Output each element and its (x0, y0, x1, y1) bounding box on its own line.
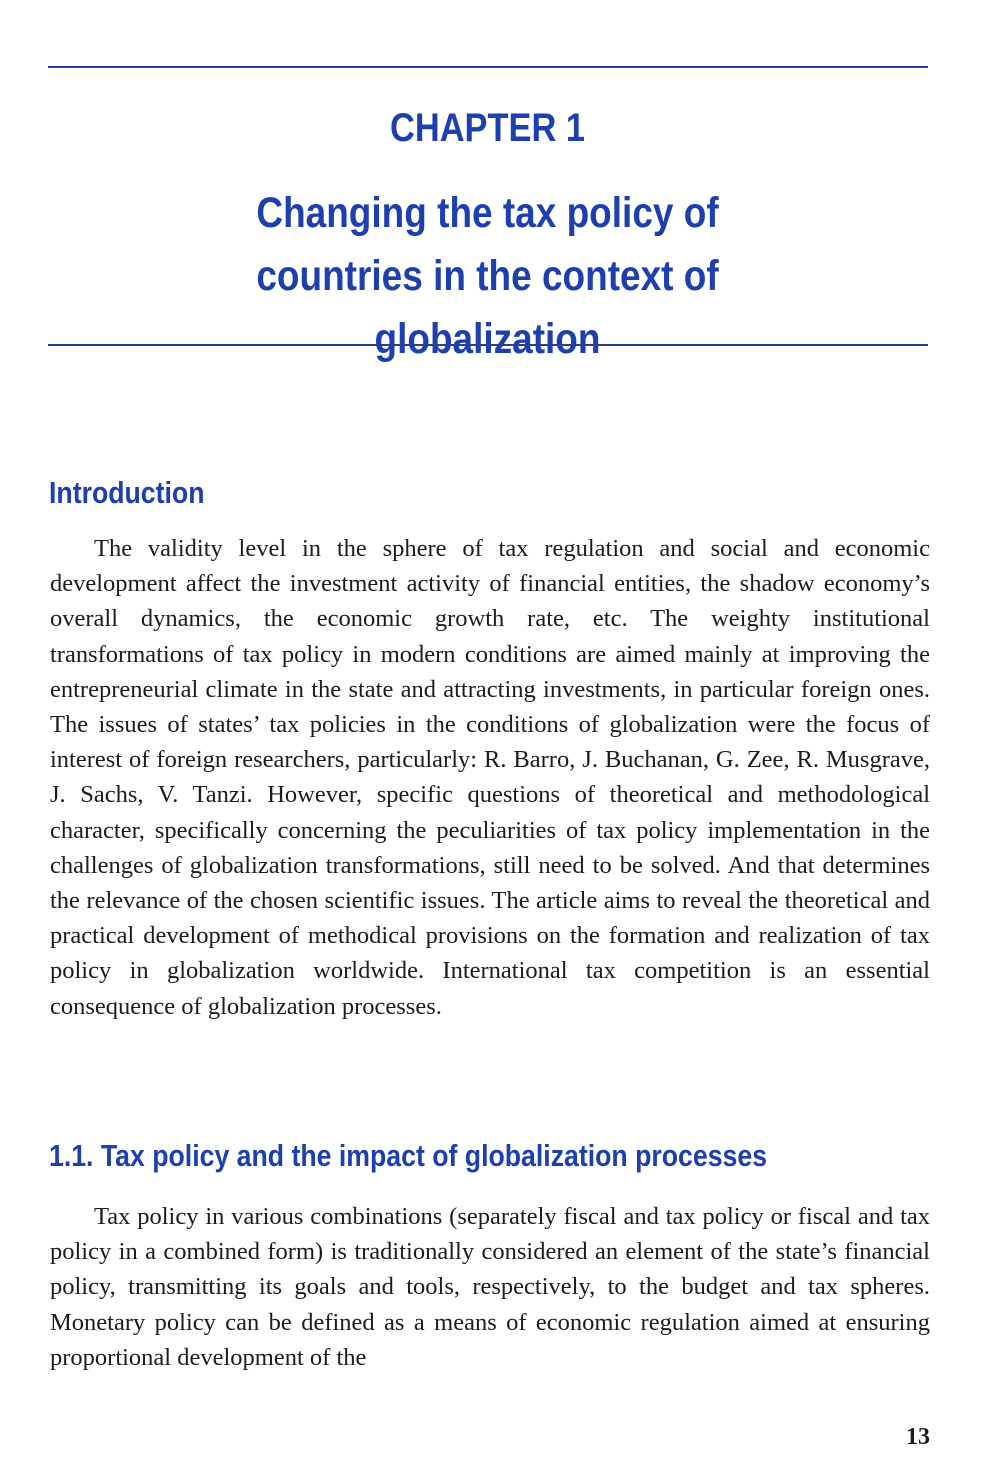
chapter-label: CHAPTER 1 (390, 106, 585, 150)
introduction-paragraph: The validity level in the sphere of tax regulation and social and economic development affect the investment activity of financial entities, the shadow economy’s overall dynamics, the economic growth rate, etc. The weighty institutional transformations of tax policy in modern conditions are aimed mainly at improving the entrepreneurial climate in the state and attracting investments, in particular foreign ones. The issues of states’ tax policies in the conditions of globalization were the focus of interest of foreign researchers, particularly: R. Barro, J. Buchanan, G. Zee, R. Musgrave, J. Sachs, V. Tanzi. However, specific questions of theoretical and methodological character, specifically concerning the peculiarities of tax policy implementation in the challenges of globalization transformations, still need to be solved. And that determines the relevance of the chosen scientific issues. The article aims to reveal the theoretical and practical development of methodical provisions on the formation and realization of tax policy in globalization worldwide. International tax competition is an essential consequence of globalization processes. (50, 535, 930, 1020)
bottom-divider (48, 344, 928, 346)
section-1-1-heading: 1.1. Tax policy and the impact of globalization processes (49, 1138, 768, 1173)
section-1-1-paragraph: Tax policy in various combinations (separately fiscal and tax policy or fiscal and tax policy in a combined form) is traditionally considered an element of the state’s financial policy, transmitting its goals and tools, respectively, to the budget and tax spheres. Monetary policy can be defined as a means of economic regulation aimed at ensuring proportional development of the (50, 1203, 930, 1371)
page-number: 13 (906, 1424, 930, 1450)
introduction-heading: Introduction (49, 475, 205, 510)
chapter-title-text: Changing the tax policy of countries in the context of globalization (256, 189, 719, 363)
chapter-title (68, 182, 907, 371)
top-divider (48, 66, 928, 68)
